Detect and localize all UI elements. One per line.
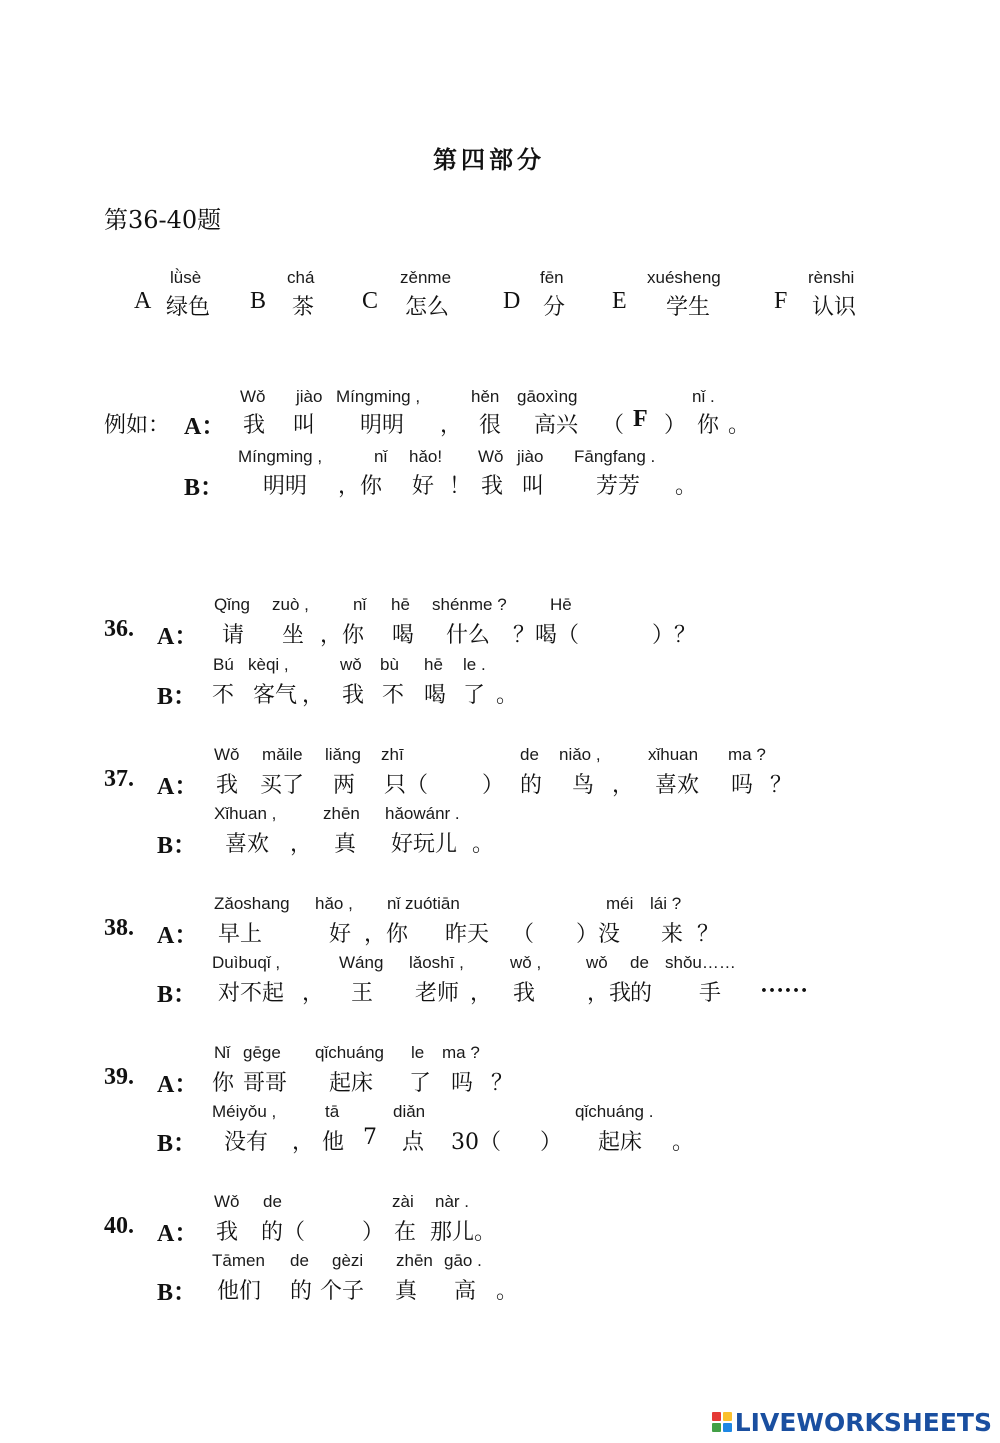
hanzi: ， — [440, 413, 463, 438]
pinyin: shǒu…… — [665, 953, 736, 972]
pinyin: ma ? — [442, 1043, 480, 1062]
pinyin: zhī — [381, 745, 404, 764]
hanzi: 真 — [334, 832, 357, 857]
pinyin: jiào — [517, 447, 544, 466]
example-answer: F — [633, 406, 648, 432]
pinyin: shénme ? — [432, 595, 507, 614]
hanzi: 的 — [290, 1279, 313, 1304]
hanzi: 你 — [212, 1071, 235, 1096]
hanzi: 好 — [412, 474, 435, 499]
hanzi: 。 — [496, 1279, 519, 1304]
hanzi: 来 — [661, 922, 684, 947]
pinyin: mǎile — [262, 745, 303, 764]
hanzi: ？喝（ — [513, 623, 580, 648]
hanzi: ） — [540, 1130, 563, 1155]
hanzi: ， — [612, 773, 635, 798]
hanzi: 7 — [363, 1125, 377, 1150]
hanzi: ， — [302, 981, 325, 1006]
pinyin: Bú — [213, 655, 234, 674]
pinyin: Qǐng — [214, 595, 250, 614]
hanzi: 高兴 — [534, 413, 579, 438]
hanzi: 个子 — [320, 1279, 365, 1304]
hanzi: ，我 — [587, 981, 632, 1006]
hanzi: 对不起 — [218, 981, 285, 1006]
hanzi: 没有 — [224, 1130, 269, 1155]
option-c-pinyin: zěnme — [400, 268, 452, 287]
hanzi: 什么 — [446, 623, 491, 648]
hanzi: 很 — [479, 413, 502, 438]
example-label: 例如： — [104, 413, 171, 438]
pinyin: Wáng — [339, 953, 384, 972]
speaker-label: B： — [157, 982, 198, 1008]
hanzi: ？ — [491, 1071, 514, 1096]
option-b-letter: B — [250, 288, 267, 314]
pinyin: Wǒ — [478, 447, 504, 466]
speaker-label: A： — [184, 414, 226, 440]
hanzi: ， — [292, 1130, 315, 1155]
pinyin: zuò , — [272, 595, 309, 614]
pinyin: ma ? — [728, 745, 766, 764]
hanzi: 坐 — [282, 623, 305, 648]
hanzi: 早上 — [218, 922, 263, 947]
hanzi: 喜欢 — [225, 832, 270, 857]
option-d-pinyin: fēn — [540, 268, 564, 287]
option-f-hanzi: 认识 — [812, 295, 857, 320]
option-f-letter: F — [774, 288, 788, 314]
hanzi: 你 — [697, 413, 720, 438]
question-number: 40. — [104, 1213, 134, 1239]
option-b-pinyin: chá — [287, 268, 315, 287]
question-number: 36. — [104, 616, 134, 642]
pinyin: gāoxìng — [517, 387, 578, 406]
speaker-label: A： — [157, 1072, 199, 1098]
hanzi: ？ — [770, 773, 793, 798]
hanzi: 起床 — [329, 1071, 374, 1096]
logo-block — [712, 1423, 721, 1432]
speaker-label: B： — [157, 1280, 198, 1306]
hanzi: 他 — [322, 1130, 345, 1155]
speaker-label: B： — [184, 475, 225, 501]
hanzi: 客气 — [253, 683, 298, 708]
logo-blocks-icon — [712, 1412, 732, 1432]
hanzi: ， — [290, 832, 313, 857]
hanzi: 高 — [454, 1279, 477, 1304]
hanzi: 喝 — [392, 623, 415, 648]
pinyin: nàr . — [435, 1192, 470, 1211]
hanzi: 。 — [672, 1130, 695, 1155]
hanzi: 好玩儿 — [391, 832, 458, 857]
option-e-letter: E — [612, 288, 627, 314]
hanzi: 明明 — [263, 474, 308, 499]
hanzi: 30（ — [451, 1130, 501, 1155]
speaker-label: A： — [157, 1221, 199, 1247]
pinyin: jiào — [296, 387, 323, 406]
hanzi: 我 — [216, 773, 239, 798]
speaker-label: A： — [157, 624, 199, 650]
pinyin: zhēn — [396, 1251, 433, 1270]
hanzi: 两 — [333, 773, 356, 798]
hanzi: 买了 — [260, 773, 305, 798]
pinyin: méi — [606, 894, 634, 913]
hanzi: ， — [470, 981, 493, 1006]
hanzi: ） — [362, 1220, 385, 1245]
hanzi: 请 — [222, 623, 245, 648]
pinyin: lái ? — [650, 894, 682, 913]
hanzi: 。 — [472, 832, 495, 857]
hanzi: 的（ — [261, 1220, 306, 1245]
pinyin: hǎowánr . — [385, 804, 460, 823]
hanzi: （ — [512, 922, 535, 947]
option-e-pinyin: xuésheng — [647, 268, 721, 287]
option-c-hanzi: 怎么 — [405, 295, 450, 320]
hanzi: 我 — [513, 981, 536, 1006]
hanzi: 喝 — [424, 683, 447, 708]
pinyin: Míngming , — [238, 447, 323, 466]
hanzi: 我 — [481, 474, 504, 499]
hanzi: 芳芳 — [596, 474, 641, 499]
pinyin: Hē — [550, 595, 572, 614]
hanzi: ！ — [449, 474, 472, 499]
pinyin: Wǒ — [214, 1192, 240, 1211]
pinyin: gāo . — [444, 1251, 482, 1270]
speaker-label: B： — [157, 684, 198, 710]
option-a-hanzi: 绿色 — [166, 295, 211, 320]
speaker-label: B： — [157, 1131, 198, 1157]
option-d-hanzi: 分 — [543, 295, 566, 320]
pinyin: tā — [325, 1102, 340, 1121]
hanzi: 了 — [463, 683, 486, 708]
pinyin: hē — [424, 655, 443, 674]
hanzi: 不 — [212, 683, 235, 708]
pinyin: hěn — [471, 387, 500, 406]
question-number: 38. — [104, 915, 134, 941]
pinyin: xǐhuan — [648, 745, 699, 764]
pinyin: de — [290, 1251, 309, 1270]
option-b-hanzi: 茶 — [292, 295, 315, 320]
pinyin: kèqi , — [248, 655, 289, 674]
hanzi: ）？ — [652, 623, 697, 648]
hanzi: 只（ — [384, 773, 429, 798]
pinyin: Wǒ — [214, 745, 240, 764]
hanzi: 。 — [728, 413, 751, 438]
pinyin: zuótiān — [405, 894, 460, 913]
hanzi: 他们 — [217, 1279, 262, 1304]
logo-block — [723, 1423, 732, 1432]
option-a-pinyin: lǜsè — [170, 268, 202, 287]
hanzi: 明明 — [360, 413, 405, 438]
hanzi: ） — [664, 413, 687, 438]
pinyin: wǒ — [340, 655, 362, 674]
hanzi: 哥哥 — [243, 1071, 288, 1096]
hanzi: ）没 — [576, 922, 621, 947]
pinyin: Xǐhuan , — [214, 804, 277, 823]
question-number: 37. — [104, 766, 134, 792]
hanzi: 不 — [382, 683, 405, 708]
pinyin: gèzi — [332, 1251, 364, 1270]
option-d-letter: D — [503, 288, 521, 314]
speaker-label: A： — [157, 923, 199, 949]
liveworksheets-logo — [712, 1407, 992, 1437]
pinyin: wǒ , — [510, 953, 542, 972]
section-title: 第四部分 — [433, 145, 545, 174]
speaker-label: B： — [157, 833, 198, 859]
pinyin: de — [263, 1192, 282, 1211]
hanzi: 点 — [402, 1130, 425, 1155]
pinyin: de — [520, 745, 539, 764]
pinyin: diǎn — [393, 1102, 426, 1121]
hanzi: ，你 — [320, 623, 365, 648]
hanzi: 叫 — [522, 474, 545, 499]
pinyin: Duìbuqǐ , — [212, 953, 281, 972]
hanzi: 起床 — [598, 1130, 643, 1155]
question-range: 第36-40题 — [104, 206, 222, 234]
pinyin: de — [630, 953, 649, 972]
pinyin: nǐ — [353, 595, 367, 614]
option-a-letter: A — [134, 288, 152, 314]
hanzi: ？ — [697, 922, 720, 947]
pinyin: Nǐ — [214, 1043, 231, 1062]
ellipsis: …… — [760, 972, 808, 998]
logo-block — [712, 1412, 721, 1421]
pinyin: Méiyǒu , — [212, 1102, 277, 1121]
hanzi: 真 — [395, 1279, 418, 1304]
pinyin: qǐchuáng . — [575, 1102, 654, 1121]
hanzi: 。 — [496, 683, 519, 708]
hanzi: （ — [602, 413, 625, 438]
speaker-label: A： — [157, 774, 199, 800]
pinyin: liǎng — [325, 745, 361, 764]
hanzi: 了 — [409, 1071, 432, 1096]
hanzi: 。 — [675, 474, 698, 499]
hanzi: 在 — [394, 1220, 417, 1245]
hanzi: 昨天 — [445, 922, 490, 947]
hanzi: 鸟 — [572, 773, 595, 798]
pinyin: zài — [392, 1192, 414, 1211]
hanzi: 我 — [342, 683, 365, 708]
hanzi: 喜欢 — [655, 773, 700, 798]
pinyin: wǒ — [586, 953, 608, 972]
question-number: 39. — [104, 1064, 134, 1090]
pinyin: Míngming , — [336, 387, 421, 406]
hanzi: ， — [302, 683, 325, 708]
pinyin: nǐ . — [692, 387, 715, 406]
hanzi: 我 — [243, 413, 266, 438]
hanzi: ，你 — [364, 922, 409, 947]
hanzi: 我 — [216, 1220, 239, 1245]
option-c-letter: C — [362, 288, 379, 314]
pinyin: hē — [391, 595, 410, 614]
logo-text: LIVEWORKSHEETS — [734, 1407, 992, 1437]
pinyin: zhēn — [323, 804, 360, 823]
pinyin: le — [411, 1043, 425, 1062]
option-f-pinyin: rènshi — [808, 268, 855, 287]
hanzi: 吗 — [451, 1071, 474, 1096]
hanzi: 好 — [329, 922, 352, 947]
pinyin: hǎo , — [315, 894, 353, 913]
pinyin: niǎo , — [559, 745, 601, 764]
pinyin: Zǎoshang — [214, 894, 290, 913]
pinyin: Tāmen — [212, 1251, 265, 1270]
hanzi: 叫 — [293, 413, 316, 438]
pinyin: bù — [380, 655, 399, 674]
hanzi: 吗 — [731, 773, 754, 798]
pinyin: gēge — [243, 1043, 281, 1062]
pinyin: le . — [463, 655, 486, 674]
pinyin: Wǒ — [240, 387, 266, 406]
hanzi: ） — [482, 773, 505, 798]
hanzi: 的 — [520, 773, 543, 798]
pinyin: hǎo! — [409, 447, 443, 466]
hanzi: 手 — [699, 981, 722, 1006]
hanzi: 王 — [351, 981, 374, 1006]
hanzi: 老师 — [415, 981, 460, 1006]
pinyin: Fāngfang . — [574, 447, 656, 466]
pinyin: nǐ — [374, 447, 388, 466]
hanzi: 那儿。 — [430, 1220, 497, 1245]
pinyin: qǐchuáng — [315, 1043, 385, 1062]
logo-block — [723, 1412, 732, 1421]
hanzi: ，你 — [338, 474, 383, 499]
option-e-hanzi: 学生 — [666, 295, 711, 320]
pinyin: nǐ — [387, 894, 401, 913]
pinyin: lǎoshī , — [409, 953, 464, 972]
hanzi: 的 — [630, 981, 653, 1006]
